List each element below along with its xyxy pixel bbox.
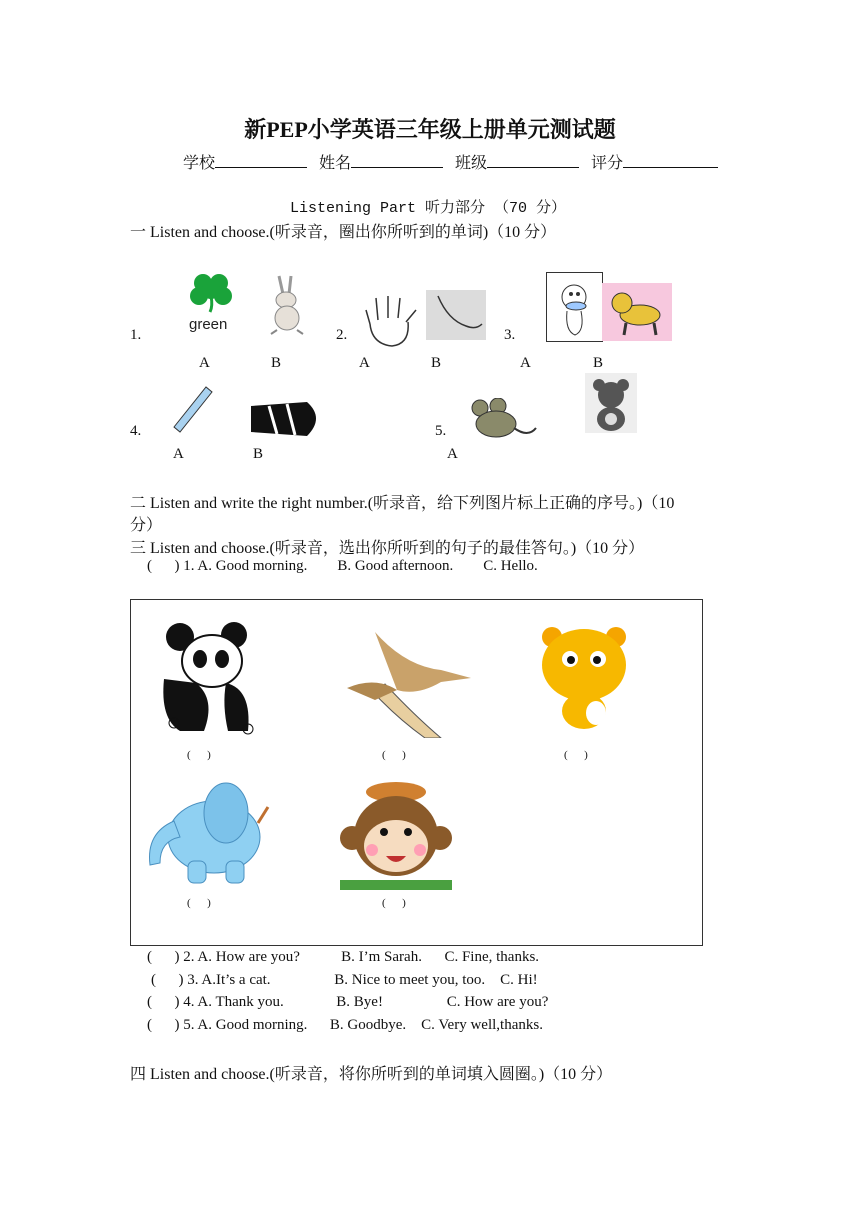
- duck-frame: [546, 272, 603, 342]
- name-blank[interactable]: [351, 152, 443, 168]
- section-4-heading: 四 Listen and choose.(听录音，将你所听到的单词填入圆圈。)（10 分）: [130, 1066, 613, 1083]
- class-label: 班级: [455, 155, 488, 172]
- q2-number: 2.: [336, 327, 348, 343]
- section-3-heading: 三 Listen and choose.(听录音，选出你所听到的句子的最佳答句。)（10 分）: [130, 540, 645, 557]
- dog-icon: [602, 283, 672, 341]
- ruler-icon: [168, 383, 218, 435]
- q1-number: 1.: [130, 327, 142, 343]
- answer-blank-monkey[interactable]: ( ): [382, 897, 406, 909]
- school-label: 学校: [183, 155, 216, 172]
- q4-choice-b[interactable]: B: [253, 446, 264, 462]
- mouse-icon: [468, 398, 540, 446]
- q3-number: 3.: [504, 327, 516, 343]
- q3-choice-a[interactable]: A: [520, 355, 531, 371]
- q4-number: 4.: [130, 423, 142, 439]
- q2-choice-a[interactable]: A: [359, 355, 370, 371]
- answer-blank-tiger[interactable]: ( ): [564, 749, 588, 761]
- question-3-2: ( ) 2. A. How are you? B. I’m Sarah. C. Fine, thanks.: [147, 949, 540, 965]
- rabbit-icon: [261, 272, 311, 336]
- class-blank[interactable]: [487, 152, 579, 168]
- score-label: 评分: [591, 155, 624, 172]
- q2-choice-b[interactable]: B: [431, 355, 442, 371]
- question-3-3: ( ) 3. A.It’s a cat. B. Nice to meet you, too. C. Hi!: [151, 972, 538, 988]
- school-blank[interactable]: [215, 152, 307, 168]
- q1-choice-a[interactable]: A: [199, 355, 210, 371]
- question-3-5: ( ) 5. A. Good morning. B. Goodbye. C. Very well,thanks.: [147, 1017, 543, 1033]
- section-2-heading-cont: 分）: [130, 517, 163, 534]
- crayon-icon: [247, 398, 327, 440]
- bird-icon: [345, 626, 475, 738]
- listening-heading: Listening Part 听力部分 （70 分）: [290, 200, 567, 217]
- q1-choice-b[interactable]: B: [271, 355, 282, 371]
- score-blank[interactable]: [623, 152, 718, 168]
- q4-choice-a[interactable]: A: [173, 446, 184, 462]
- elephant-icon: [140, 777, 272, 889]
- q5-choice-a[interactable]: A: [447, 446, 458, 462]
- answer-blank-bird[interactable]: ( ): [382, 749, 406, 761]
- tiger-icon: [536, 621, 632, 737]
- arm-icon: [426, 290, 486, 340]
- panda-icon: [156, 619, 260, 737]
- hand-icon: [362, 292, 424, 350]
- green-word: green: [189, 316, 228, 333]
- question-3-1: ( ) 1. A. Good morning. B. Good afternoon. C. Hello.: [147, 558, 538, 574]
- q5-number: 5.: [435, 423, 447, 439]
- monkey-icon: [340, 780, 452, 890]
- student-info-line: [183, 150, 726, 173]
- answer-blank-panda[interactable]: ( ): [187, 749, 211, 761]
- duck-icon: [547, 273, 602, 341]
- bear-icon: [585, 373, 637, 433]
- page-title: 新PEP小学英语三年级上册单元测试题: [244, 117, 616, 142]
- section-2-heading: 二 Listen and write the right number.(听录音，给下列图片标上正确的序号。)（10: [130, 495, 675, 512]
- section-1-heading: 一 Listen and choose.(听录音，圈出你所听到的单词)（10 分）: [130, 224, 557, 241]
- answer-blank-elephant[interactable]: ( ): [187, 897, 211, 909]
- q3-choice-b[interactable]: B: [593, 355, 604, 371]
- name-label: 姓名: [319, 155, 352, 172]
- question-3-4: ( ) 4. A. Thank you. B. Bye! C. How are you?: [147, 994, 549, 1010]
